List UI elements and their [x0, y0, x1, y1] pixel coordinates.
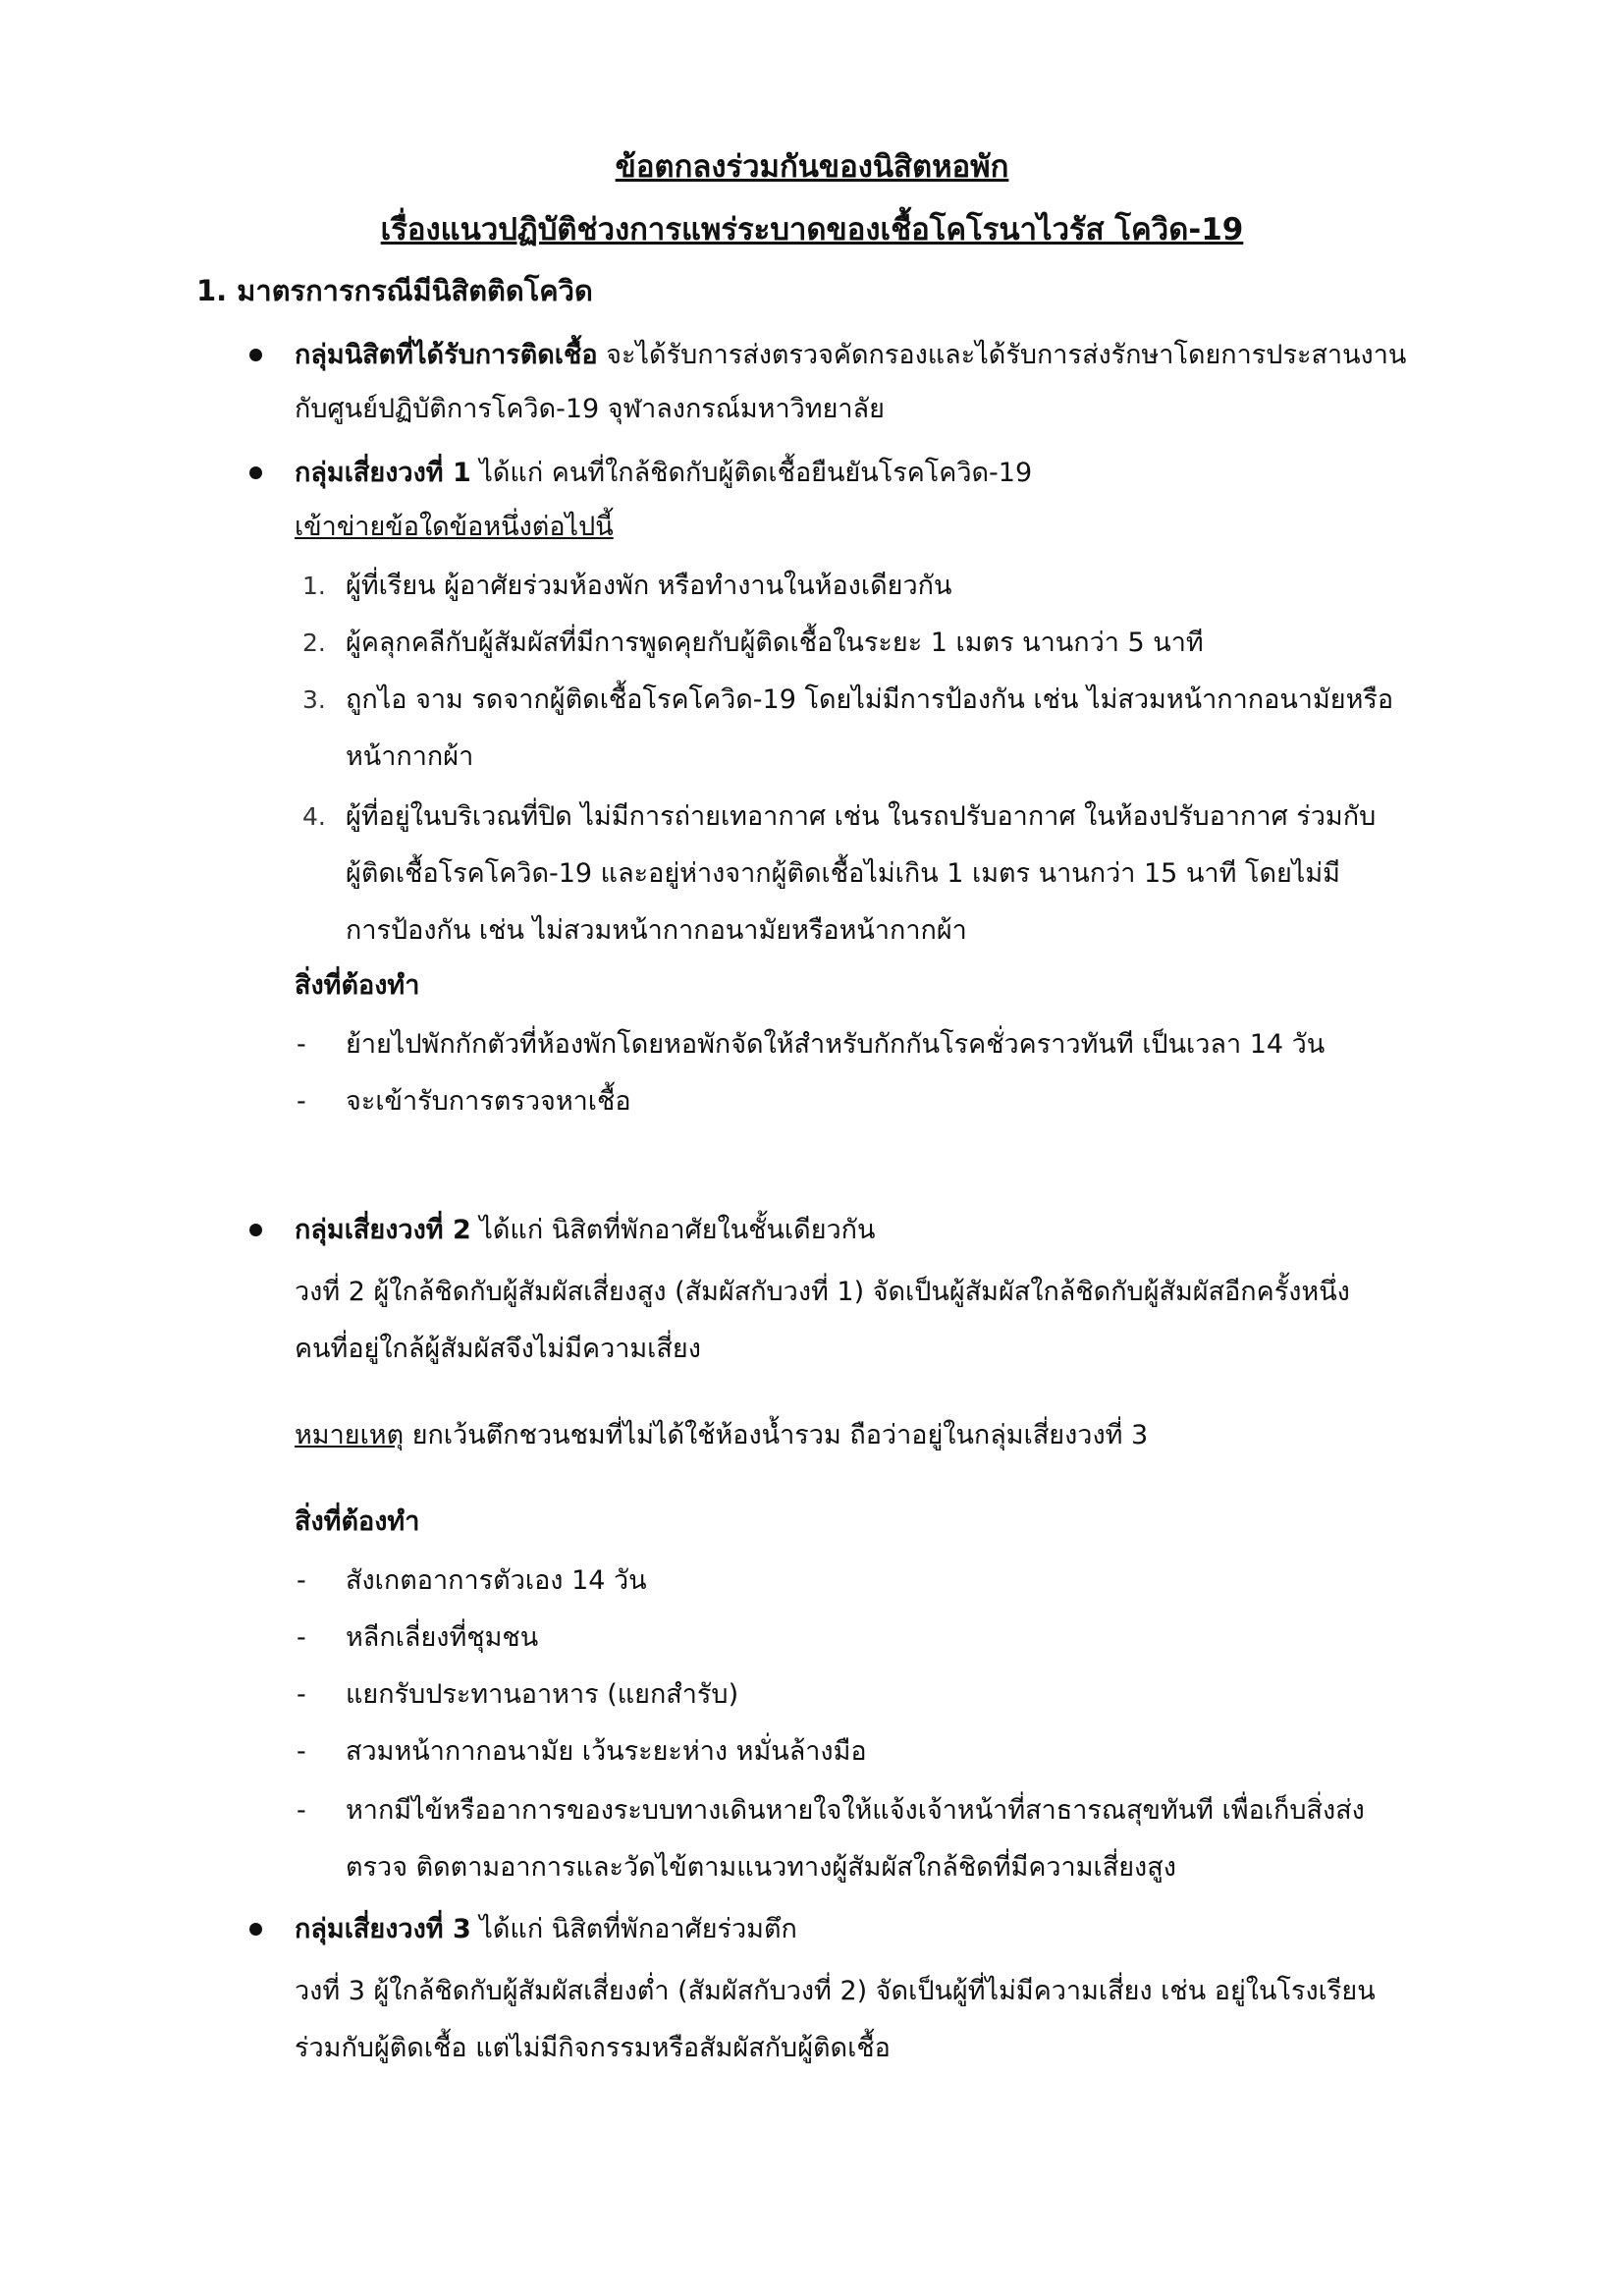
todo-heading: สิ่งที่ต้องทำ: [295, 970, 420, 1001]
bullet-icon: [249, 1923, 262, 1936]
list-number: 3.: [302, 685, 326, 714]
group-risk-2: [295, 1211, 875, 1250]
group-risk-1-text: ได้แก่ คนที่ใกล้ชิดกับผู้ติดเชื้อยืนยันโรคโควิด-19: [470, 458, 1033, 488]
group-risk-1-label: กลุ่มเสี่ยงวงที่ 1: [295, 458, 471, 488]
group-risk-1-criteria-heading: เข้าข่ายข้อใดข้อหนึ่งต่อไปนี้: [295, 512, 614, 542]
list-item: ผู้คลุกคลีกับผู้สัมผัสที่มีการพูดคุยกับผู้ติดเชื้อในระยะ 1 เมตร นานกว่า 5 นาที: [346, 628, 1204, 658]
paragraph-cont: ร่วมกับผู้ติดเชื้อ แต่ไม่มีกิจกรรมหรือสัมผัสกับผู้ติดเชื้อ: [295, 2033, 891, 2063]
group-risk-3-text: ได้แก่ นิสิตที่พักอาศัยร่วมตึก: [470, 1914, 797, 1944]
dash-marker: -: [297, 1736, 306, 1767]
document-title: ข้อตกลงร่วมกันของนิสิตหอพัก: [615, 149, 1009, 185]
list-item-cont: หน้ากากผ้า: [346, 741, 474, 772]
dash-marker: -: [297, 1622, 306, 1653]
dash-marker: -: [297, 1029, 306, 1060]
paragraph-cont: คนที่อยู่ใกล้ผู้สัมผัสจึงไม่มีความเสี่ยง: [295, 1334, 701, 1364]
dash-marker: -: [297, 1086, 306, 1117]
group-risk-2-text: ได้แก่ นิสิตที่พักอาศัยในชั้นเดียวกัน: [470, 1215, 876, 1245]
paragraph: วงที่ 3 ผู้ใกล้ชิดกับผู้สัมผัสเสี่ยงต่ำ (สัมผัสกับวงที่ 2) จัดเป็นผู้ที่ไม่มีความเสี่ยง เช่น อยู่ในโรงเรียน: [295, 1976, 1376, 2006]
todo-item: แยกรับประทานอาหาร (แยกสำรับ): [346, 1679, 739, 1710]
todo-item: สวมหน้ากากอนามัย เว้นระยะห่าง หมั่นล้างมือ: [346, 1736, 867, 1767]
todo-item: หลีกเลี่ยงที่ชุมชน: [346, 1622, 539, 1653]
group-infected-text: จะได้รับการส่งตรวจคัดกรองและได้รับการส่งรักษาโดยการประสานงาน: [597, 340, 1407, 370]
group-infected-label: กลุ่มนิสิตที่ได้รับการติดเชื้อ: [295, 340, 598, 370]
bullet-icon: [249, 1224, 262, 1236]
todo-item: ย้ายไปพักกักตัวที่ห้องพักโดยหอพักจัดให้สำหรับกักกันโรคชั่วคราวทันที เป็นเวลา 14 วัน: [346, 1029, 1326, 1060]
group-infected-text-cont: กับศูนย์ปฏิบัติการโควิด-19 จุฬาลงกรณ์มหาวิทยาลัย: [295, 394, 885, 424]
group-risk-3-label: กลุ่มเสี่ยงวงที่ 3: [295, 1914, 471, 1944]
list-item: ผู้ที่อยู่ในบริเวณที่ปิด ไม่มีการถ่ายเทอากาศ เช่น ในรถปรับอากาศ ในห้องปรับอากาศ ร่วมกับ: [346, 801, 1377, 832]
todo-item-cont: ตรวจ ติดตามอาการและวัดไข้ตามแนวทางผู้สัมผัสใกล้ชิดที่มีความเสี่ยงสูง: [346, 1852, 1176, 1883]
group-infected: [295, 336, 1406, 375]
document-subtitle: เรื่องแนวปฏิบัติช่วงการแพร่ระบาดของเชื้อโคโรนาไวรัส โควิด-19: [380, 212, 1244, 247]
list-item-cont: การป้องกัน เช่น ไม่สวมหน้ากากอนามัยหรือหน้ากากผ้า: [346, 915, 967, 946]
list-number: 4.: [302, 802, 326, 831]
bullet-icon: [249, 466, 262, 479]
group-risk-3: [295, 1910, 797, 1949]
todo-item: จะเข้ารับการตรวจหาเชื้อ: [346, 1086, 631, 1117]
note-text: ยกเว้นตึกชวนชมที่ไม่ได้ใช้ห้องน้ำรวม ถือว่าอยู่ในกลุ่มเสี่ยงวงที่ 3: [404, 1420, 1149, 1450]
list-item-cont: ผู้ติดเชื้อโรคโควิด-19 และอยู่ห่างจากผู้ติดเชื้อไม่เกิน 1 เมตร นานกว่า 15 นาที โดยไม่มี: [346, 858, 1340, 889]
dash-marker: -: [297, 1565, 306, 1596]
dash-marker: -: [297, 1795, 306, 1826]
group-risk-1: [295, 454, 1032, 493]
list-number: 1.: [302, 572, 326, 600]
list-item: ผู้ที่เรียน ผู้อาศัยร่วมห้องพัก หรือทำงานในห้องเดียวกัน: [346, 571, 952, 601]
note-label: หมายเหตุ: [295, 1420, 405, 1450]
group-risk-2-label: กลุ่มเสี่ยงวงที่ 2: [295, 1215, 471, 1245]
note: [295, 1416, 1148, 1455]
list-item: ถูกไอ จาม รดจากผู้ติดเชื้อโรคโควิด-19 โดยไม่มีการป้องกัน เช่น ไม่สวมหน้ากากอนามัยหรือ: [346, 684, 1394, 715]
dash-marker: -: [297, 1679, 306, 1710]
todo-heading: สิ่งที่ต้องทำ: [295, 1506, 420, 1537]
list-number: 2.: [302, 629, 326, 657]
section-heading: 1. มาตรการกรณีมีนิสิตติดโควิด: [196, 274, 593, 307]
bullet-icon: [249, 349, 262, 361]
todo-item: สังเกตอาการตัวเอง 14 วัน: [346, 1565, 647, 1596]
paragraph: วงที่ 2 ผู้ใกล้ชิดกับผู้สัมผัสเสี่ยงสูง (สัมผัสกับวงที่ 1) จัดเป็นผู้สัมผัสใกล้ชิดกับผู้สัมผัสอีกครั้งหนึ่ง: [295, 1277, 1350, 1307]
todo-item: หากมีไข้หรืออาการของระบบทางเดินหายใจให้แจ้งเจ้าหน้าที่สาธารณสุขทันที เพื่อเก็บสิ่งส่ง: [346, 1795, 1365, 1826]
